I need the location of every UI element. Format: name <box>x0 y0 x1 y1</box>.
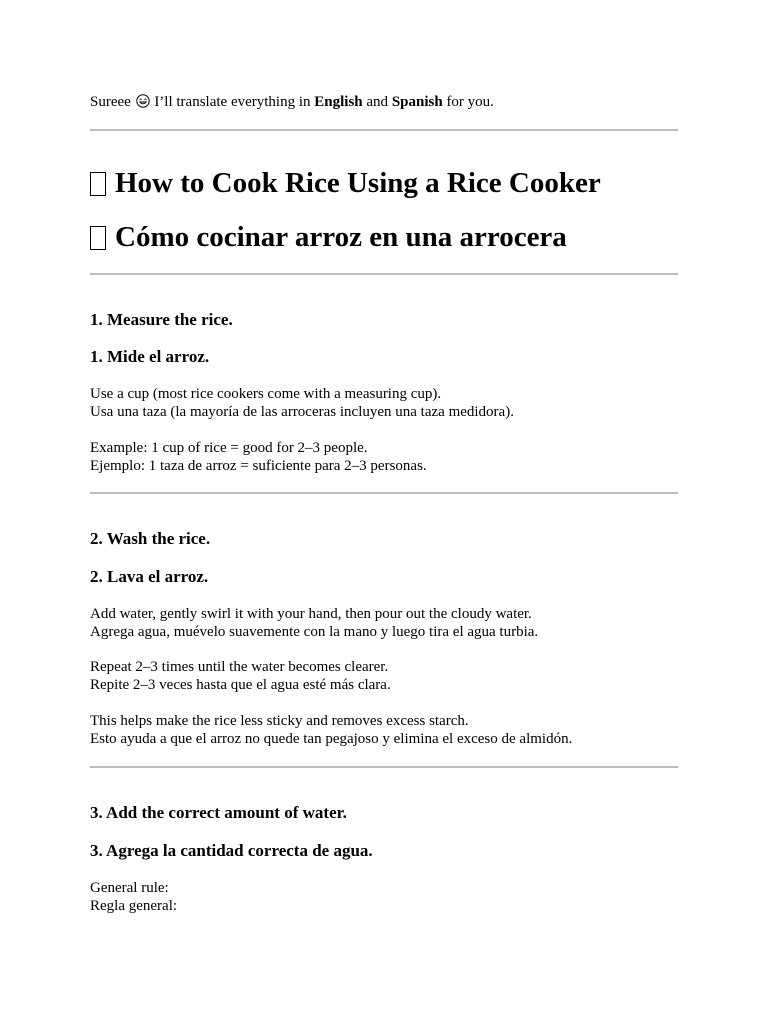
paragraph-spanish: Repite 2–3 veces hasta que el agua esté más clara. <box>90 677 391 693</box>
step-heading-english: 1. Measure the rice. <box>90 310 233 329</box>
step-paragraph <box>90 605 538 641</box>
title-english-text: How to Cook Rice Using a Rice Cooker <box>115 167 601 199</box>
step-paragraph <box>90 439 427 475</box>
paragraph-english: Add water, gently swirl it with your hand, then pour out the cloudy water. <box>90 606 532 622</box>
intro-english-word: English <box>314 94 363 110</box>
paragraph-english: General rule: <box>90 880 169 896</box>
intro-line <box>90 93 494 111</box>
paragraph-english: This helps make the rice less sticky and removes excess starch. <box>90 713 469 729</box>
paragraph-english: Use a cup (most rice cookers come with a measuring cup). <box>90 386 442 402</box>
step-paragraph <box>90 712 572 748</box>
paragraph-spanish: Ejemplo: 1 taza de arroz = suficiente para 2–3 personas. <box>90 458 427 474</box>
paragraph-english: Repeat 2–3 times until the water becomes clearer. <box>90 659 389 675</box>
intro-text-and: and <box>362 94 392 110</box>
step-heading-spanish: 1. Mide el arroz. <box>90 347 210 366</box>
divider <box>90 492 678 494</box>
intro-text-end: for you. <box>442 94 494 110</box>
step-heading-english: 2. Wash the rice. <box>90 529 211 548</box>
paragraph-spanish: Agrega agua, muévelo suavemente con la mano y luego tira el agua turbia. <box>90 624 539 640</box>
smiling-face-icon <box>136 94 150 108</box>
missing-glyph-icon <box>90 172 106 196</box>
step-paragraph <box>90 385 514 421</box>
title-spanish-text: Cómo cocinar arroz en una arrocera <box>115 221 567 253</box>
title-english <box>90 166 601 200</box>
divider <box>90 766 678 768</box>
step-paragraph <box>90 879 177 915</box>
intro-text-start: Sureee <box>90 94 131 110</box>
intro-spanish-word: Spanish <box>391 94 443 110</box>
divider <box>90 273 678 275</box>
title-spanish <box>90 220 567 254</box>
paragraph-spanish: Regla general: <box>90 898 178 914</box>
paragraph-spanish: Esto ayuda a que el arroz no quede tan pegajoso y elimina el exceso de almidón. <box>90 731 573 747</box>
step-heading-spanish: 2. Lava el arroz. <box>90 567 209 586</box>
paragraph-spanish: Usa una taza (la mayoría de las arroceras incluyen una taza medidora). <box>90 404 514 420</box>
divider <box>90 129 678 131</box>
step-paragraph <box>90 658 391 694</box>
missing-glyph-icon <box>90 226 106 250</box>
step-heading-spanish: 3. Agrega la cantidad correcta de agua. <box>90 841 373 860</box>
paragraph-english: Example: 1 cup of rice = good for 2–3 people. <box>90 440 368 456</box>
step-heading-english: 3. Add the correct amount of water. <box>90 803 347 822</box>
intro-text-middle: I’ll translate everything in <box>150 94 315 110</box>
